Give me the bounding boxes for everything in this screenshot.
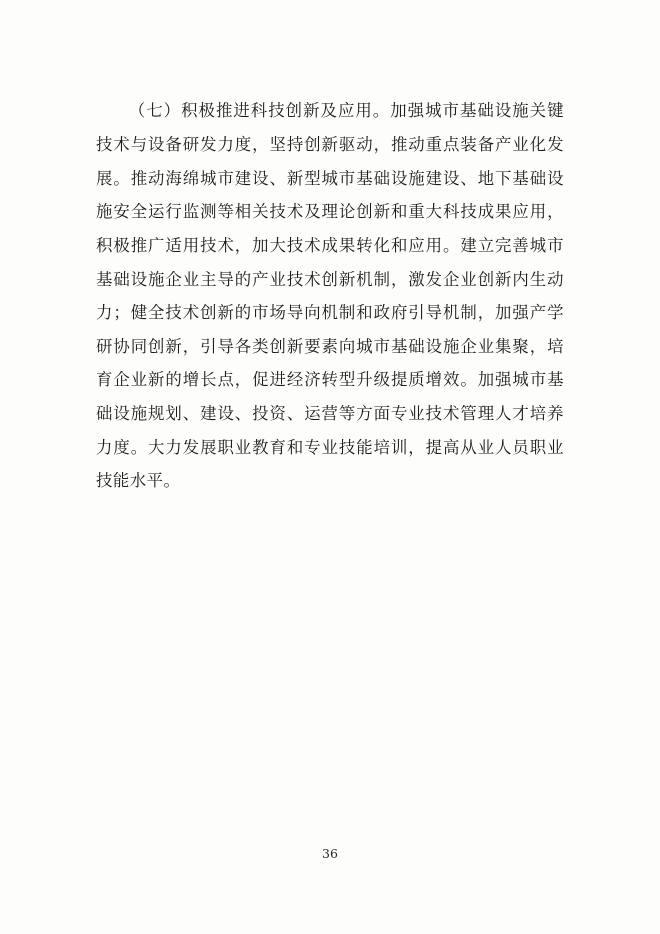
- page-number: 36: [322, 846, 338, 861]
- paragraph-section-seven: （七）积极推进科技创新及应用。加强城市基础设施关键技术与设备研发力度，坚持创新驱动，推动重点装备产业化发展。推动海绵城市建设、新型城市基础设施建设、地下基础设施安全运行监测等相关技术及理论创新和重大科技成果应用，积极推广适用技术，加大技术成果转化和应用。建立完善城市基础设施企业主导的产业技术创新机制，激发企业创新内生动力；健全技术创新的市场导向机制和政府引导机制，加强产学研协同创新，引导各类创新要素向城市基础设施企业集聚，培育企业新的增长点，促进经济转型升级提质增效。加强城市基础设施规划、建设、投资、运营等方面专业技术管理人才培养力度。大力发展职业教育和专业技能培训，提高从业人员职业技能水平。: [96, 101, 564, 491]
- page-content-area: [96, 78, 564, 514]
